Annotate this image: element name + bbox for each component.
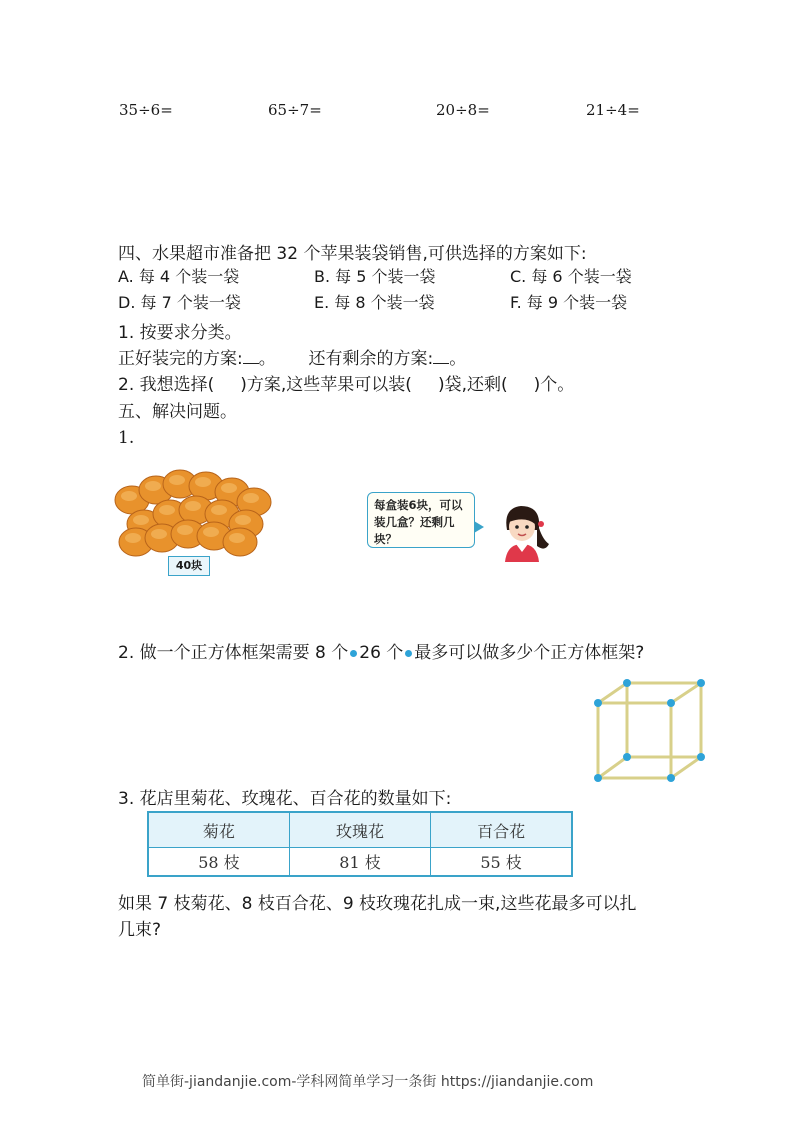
mooncakes-image [114, 462, 274, 560]
table-header-rose: 玫瑰花 [289, 812, 430, 848]
plan-b: B. 每 5 个装一袋 [314, 267, 436, 286]
table-header-chrysanthemum: 菊花 [148, 812, 289, 848]
table-row [148, 848, 572, 877]
q1-exact-blank[interactable] [243, 349, 259, 364]
joint-ball-icon [405, 650, 412, 657]
table-cell-lily: 55 枝 [431, 848, 572, 877]
problem1-number: 1. [118, 428, 135, 448]
girl-illustration [497, 500, 553, 562]
table-header-lily: 百合花 [431, 812, 572, 848]
page-footer: 简单街-jiandanjie.com-学科网简单学习一条街 https://jiandanjie.com [142, 1074, 594, 1090]
problem3-text: 3. 花店里菊花、玫瑰花、百合花的数量如下: [118, 789, 452, 809]
table-header-row [148, 812, 572, 848]
problem3-question-line2: 几束? [118, 920, 162, 940]
q1-remain-label: 还有剩余的方案: [308, 349, 434, 369]
plan-d: D. 每 7 个装一袋 [118, 293, 241, 312]
plan-e: E. 每 8 个装一袋 [314, 293, 435, 312]
plan-a: A. 每 4 个装一袋 [118, 267, 240, 286]
flower-count-table [147, 811, 573, 877]
problem2-text: 2. 做一个正方体框架需要 8 个 26 个 最多可以做多少个正方体框架? [118, 643, 645, 663]
girl-speech-bubble: 每盒装6块，可以装几盒？还剩几块？ [367, 492, 475, 548]
division-item-4: 21÷4= [586, 101, 640, 119]
section4-q1: 1. 按要求分类。 [118, 323, 242, 343]
table-cell-rose: 81 枝 [289, 848, 430, 877]
table-cell-chrysanthemum: 58 枝 [148, 848, 289, 877]
section4-q1-answers: 正好装完的方案: 。 还有剩余的方案: 。 [118, 349, 467, 369]
plan-f: F. 每 9 个装一袋 [510, 293, 628, 312]
plan-c: C. 每 6 个装一袋 [510, 267, 632, 286]
division-item-3: 20÷8= [436, 101, 490, 119]
cube-frame-diagram [590, 675, 710, 785]
division-item-2: 65÷7= [268, 101, 322, 119]
problem3-question-line1: 如果 7 枝菊花、8 枝百合花、9 枝玫瑰花扎成一束,这些花最多可以扎 [118, 894, 637, 914]
q1-exact-label: 正好装完的方案: [118, 349, 243, 369]
division-item-1: 35÷6= [119, 101, 173, 119]
joint-ball-icon [350, 650, 357, 657]
section4-q2: 2. 我想选择( )方案,这些苹果可以装( )袋,还剩( )个。 [118, 375, 575, 395]
section5-title: 五、解决问题。 [118, 402, 237, 422]
mooncake-count-tag: 40块 [168, 556, 210, 576]
q1-remain-blank[interactable] [433, 349, 449, 364]
section4-title: 四、水果超市准备把 32 个苹果装袋销售,可供选择的方案如下: [118, 244, 587, 264]
